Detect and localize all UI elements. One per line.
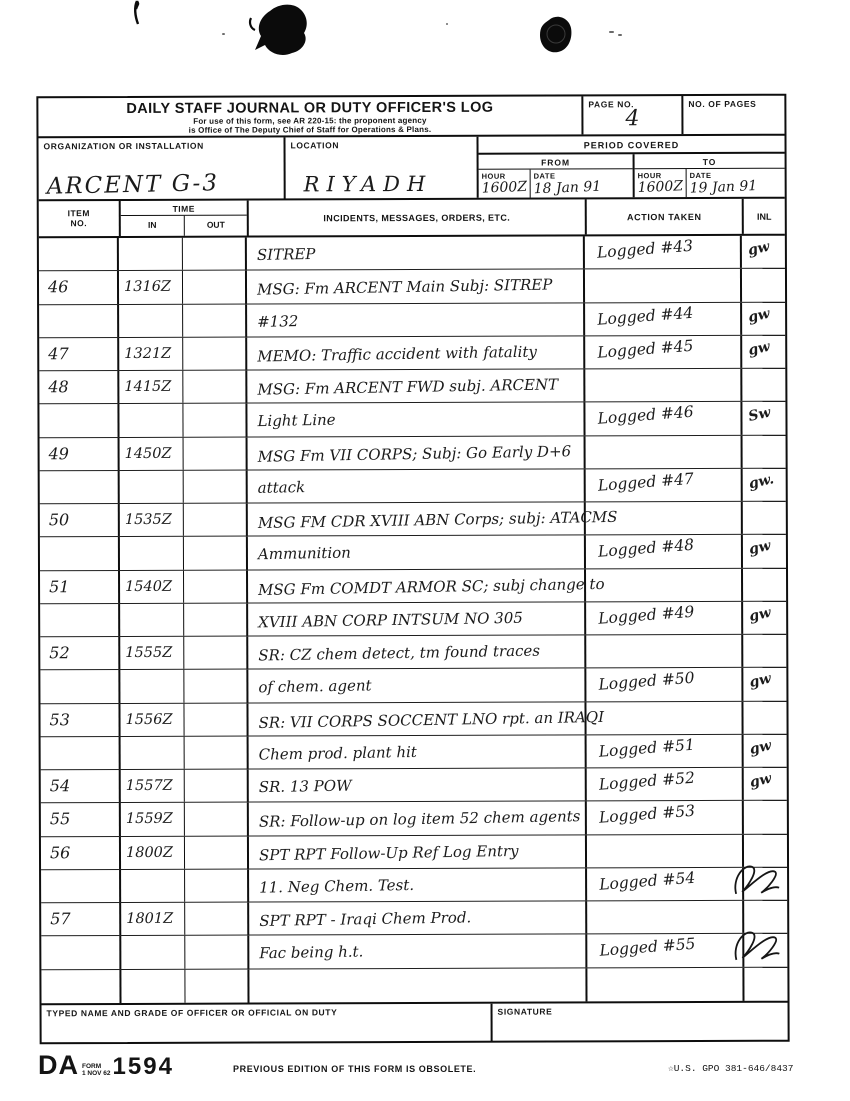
item-number-cell: 56 (41, 837, 121, 870)
period-to-column (633, 154, 785, 198)
time-in-cell: 1540Z (120, 570, 184, 602)
to-hour-box (635, 169, 687, 197)
time-out-cell (184, 670, 248, 702)
location-label: LOCATION (290, 140, 340, 151)
action-taken-cell: Logged #45 (585, 336, 742, 369)
time-in-cell (120, 537, 184, 569)
log-row (41, 967, 787, 1003)
initials-cell: gw. (747, 471, 776, 493)
log-row (40, 468, 786, 504)
form-edition-date: 1 NOV 62 (82, 1070, 111, 1077)
time-in-cell: 1556Z (120, 703, 184, 735)
log-row (41, 768, 787, 804)
time-out-cell (183, 271, 247, 303)
incident-cell: MSG Fm VII CORPS; Subj: Go Early D+6 (248, 436, 586, 469)
action-taken-cell: Logged #49 (586, 602, 743, 635)
item-number-cell (40, 471, 120, 504)
initials-cell: gw (748, 737, 773, 758)
form-id-line (38, 1050, 818, 1090)
initials-cell: gw (748, 770, 774, 791)
incident-cell: of chem. agent (248, 669, 586, 702)
time-out-cell (183, 304, 247, 336)
item-number-cell (41, 970, 121, 1004)
item-number-cell: 53 (40, 704, 120, 737)
log-row (41, 801, 787, 837)
signature-box (491, 1003, 788, 1042)
item-number-cell (41, 936, 121, 969)
scan-speck (446, 23, 448, 25)
action-taken-cell (586, 568, 743, 601)
header-item-no (39, 201, 119, 236)
signature-label: SIGNATURE (497, 1006, 553, 1017)
organization-box (38, 137, 283, 199)
incident-cell: SITREP (247, 236, 585, 269)
log-row (41, 901, 787, 937)
time-out-cell (183, 371, 247, 403)
item-number-cell (39, 305, 119, 338)
form-subtitle-2: is Office of The Deputy Chief of Staff for Operations & Plans. (188, 124, 432, 135)
location-box (283, 137, 476, 199)
incident-cell: MSG Fm COMDT ARMOR SC; subj change to (248, 569, 586, 602)
log-row (39, 302, 785, 338)
time-out-cell (185, 969, 249, 1002)
form-word: FORM (82, 1063, 102, 1070)
scan-speck (618, 34, 622, 36)
incident-cell (249, 968, 587, 1002)
organization-label: ORGANIZATION OR INSTALLATION (43, 140, 204, 152)
item-number-cell (40, 604, 120, 637)
incident-cell: Ammunition (248, 536, 586, 569)
log-row (40, 502, 786, 538)
signature-flourish (730, 859, 782, 899)
item-number-cell (39, 238, 119, 271)
initials-cell: gw (746, 338, 772, 359)
header-initials: INL (742, 199, 785, 234)
signature-flourish (730, 926, 782, 966)
incident-cell: #132 (247, 303, 585, 336)
typed-name-label: TYPED NAME AND GRADE OF OFFICER OR OFFICIAL ON DUTY (46, 1007, 338, 1019)
obsolete-note: PREVIOUS EDITION OF THIS FORM IS OBSOLETE. (233, 1064, 477, 1074)
title-block (38, 96, 581, 136)
item-number-cell: 54 (41, 770, 121, 803)
incident-cell: XVIII ABN CORP INTSUM NO 305 (248, 602, 586, 635)
incident-cell: SR: CZ chem detect, tm found traces (248, 635, 586, 668)
time-in-cell (120, 604, 184, 636)
initials-cell (743, 635, 786, 667)
item-number-cell: 51 (40, 571, 120, 604)
initials-cell: gw (746, 238, 772, 259)
log-row (39, 236, 785, 272)
action-taken-cell (587, 967, 744, 1001)
incident-cell: SPT RPT - Iraqi Chem Prod. (249, 901, 587, 934)
time-in-cell (121, 936, 185, 968)
action-taken-cell (585, 269, 742, 302)
from-hour-box (479, 170, 531, 198)
organization-value: ARCENT G-3 (46, 170, 220, 200)
initials-cell: Sw (747, 404, 773, 426)
log-row (41, 734, 787, 770)
to-date-label: DATE (689, 170, 712, 181)
to-hour-value: 1600Z (637, 178, 684, 197)
action-taken-cell: Logged #48 (586, 535, 743, 568)
action-taken-cell (587, 901, 744, 934)
ink-blob-left (248, 2, 314, 60)
action-taken-cell: Logged #51 (587, 735, 744, 768)
time-out-cell (185, 836, 249, 868)
header-incidents: INCIDENTS, MESSAGES, ORDERS, ETC. (247, 199, 585, 235)
initials-cell (743, 701, 786, 733)
incident-cell: MSG FM CDR XVIII ABN Corps; subj: ATACMS (248, 502, 586, 535)
ink-blob-right (537, 13, 575, 55)
form-edition (82, 1063, 111, 1077)
initials-cell (744, 867, 787, 899)
initials-cell: gw (747, 604, 773, 625)
incident-cell: attack (248, 469, 586, 502)
page-number-label: PAGE NO. (588, 99, 635, 110)
ink-smudge-small (130, 0, 144, 26)
action-taken-cell: Logged #55 (587, 934, 744, 967)
initials-cell: gw (747, 670, 773, 692)
time-out-cell (183, 337, 247, 369)
action-taken-cell (586, 435, 743, 468)
from-hour-value: 1600Z (481, 178, 528, 197)
incident-cell: MSG: Fm ARCENT Main Subj: SITREP (247, 270, 585, 303)
log-row (39, 335, 785, 371)
action-taken-cell (587, 834, 744, 867)
time-in-cell: 1535Z (120, 504, 184, 536)
log-row (40, 568, 786, 604)
item-number-cell (41, 870, 121, 903)
form-title: DAILY STAFF JOURNAL OR DUTY OFFICER'S LOG (126, 99, 494, 117)
action-taken-cell (586, 701, 743, 734)
action-taken-cell: Logged #44 (585, 302, 742, 335)
time-out-cell (183, 238, 247, 270)
time-out-cell (185, 770, 249, 802)
header-item-line1: ITEM (67, 208, 90, 219)
time-in-cell (119, 238, 183, 270)
gpo-note: ☆U.S. GPO 381-646/8437 (668, 1063, 794, 1074)
page-number-box (581, 96, 681, 134)
initials-cell (742, 369, 785, 401)
action-taken-cell: Logged #53 (587, 801, 744, 834)
item-number-cell: 47 (39, 338, 119, 371)
initials-cell (744, 967, 787, 1000)
signature-band (42, 1001, 788, 1044)
time-in-cell (119, 404, 183, 436)
incident-cell: Fac being h.t. (249, 935, 587, 968)
incident-cell: MSG: Fm ARCENT FWD subj. ARCENT (247, 369, 585, 402)
time-in-cell (119, 304, 183, 336)
time-in-cell: 1800Z (121, 836, 185, 868)
log-row (39, 369, 785, 405)
form-number: 1594 (112, 1053, 174, 1080)
form-subtitle-1: For use of this form, see AR 220-15: the proponent agency (193, 115, 427, 126)
da-form-1594 (36, 94, 789, 1045)
time-in-cell: 1559Z (121, 803, 185, 835)
time-in-cell (121, 737, 185, 769)
time-in-cell: 1450Z (120, 437, 184, 469)
log-rows (39, 236, 788, 1004)
column-header-row (39, 199, 785, 239)
action-taken-cell: Logged #46 (585, 402, 742, 435)
to-hour-label: HOUR (637, 171, 662, 181)
typed-name-box (42, 1004, 491, 1044)
incident-cell: MEMO: Traffic accident with fatality (247, 336, 585, 369)
time-in-cell (120, 471, 184, 503)
from-hour-label: HOUR (481, 171, 506, 181)
item-number-cell (41, 737, 121, 770)
item-number-cell: 57 (41, 903, 121, 936)
item-number-cell: 49 (40, 438, 120, 471)
incident-cell: SR. 13 POW (249, 768, 587, 801)
action-taken-cell: Logged #54 (587, 868, 744, 901)
action-taken-cell (585, 369, 742, 402)
header-time-label: TIME (121, 201, 247, 216)
form-header-band (38, 96, 784, 139)
log-row (40, 635, 786, 671)
item-number-cell: 46 (39, 271, 119, 304)
log-row (40, 701, 786, 737)
time-out-cell (184, 703, 248, 735)
time-out-cell (184, 570, 248, 602)
item-number-cell: 50 (40, 504, 120, 537)
to-date-value: 19 Jan 91 (689, 178, 758, 197)
time-out-cell (185, 869, 249, 901)
initials-cell (743, 502, 786, 534)
from-date-label: DATE (533, 171, 556, 181)
time-out-cell (185, 736, 249, 768)
time-in-cell (121, 969, 185, 1002)
initials-cell: gw (747, 537, 773, 559)
da-mark: DA (38, 1050, 79, 1080)
time-out-cell (184, 637, 248, 669)
period-to-label: TO (635, 154, 785, 170)
time-in-cell (121, 870, 185, 902)
incident-cell: Light Line (247, 403, 585, 436)
from-date-value: 18 Jan 91 (533, 178, 602, 198)
action-taken-cell (586, 635, 743, 668)
scan-speck (609, 31, 614, 33)
log-row (40, 435, 786, 471)
item-number-cell (40, 670, 120, 703)
period-covered-label: PERIOD COVERED (478, 136, 784, 155)
incident-cell: SPT RPT Follow-Up Ref Log Entry (249, 835, 587, 868)
header-time-out: OUT (206, 219, 225, 230)
log-row (39, 402, 785, 438)
action-taken-cell: Logged #50 (586, 668, 743, 701)
time-out-cell (184, 470, 248, 502)
initials-cell (743, 435, 786, 467)
page-number-value: 4 (625, 106, 640, 132)
log-row (41, 867, 787, 903)
item-number-cell: 55 (41, 803, 121, 836)
time-out-cell (184, 603, 248, 635)
number-of-pages-box (681, 96, 784, 134)
incident-cell: SR: VII CORPS SOCCENT LNO rpt. an IRAQI (248, 702, 586, 735)
item-number-cell (40, 537, 120, 570)
location-value: RIYADH (303, 171, 433, 197)
incident-cell: Chem prod. plant hit (249, 735, 587, 768)
time-out-cell (183, 404, 247, 436)
time-in-cell: 1557Z (121, 770, 185, 802)
time-out-cell (185, 903, 249, 935)
scan-speck (222, 33, 225, 35)
time-out-cell (184, 437, 248, 469)
header-item-line2: NO. (70, 218, 88, 229)
action-taken-cell: Logged #43 (585, 236, 742, 269)
initials-cell: gw (746, 305, 772, 326)
time-in-cell: 1321Z (119, 338, 183, 370)
time-out-cell (184, 537, 248, 569)
time-in-cell (120, 670, 184, 702)
time-in-cell: 1555Z (120, 637, 184, 669)
time-in-cell: 1415Z (119, 371, 183, 403)
initials-cell (743, 568, 786, 600)
time-out-cell (185, 803, 249, 835)
period-from-label: FROM (479, 154, 633, 170)
period-covered-box (476, 136, 784, 198)
action-taken-cell: Logged #47 (586, 469, 743, 502)
action-taken-cell: Logged #52 (587, 768, 744, 801)
from-date-box (531, 169, 633, 197)
log-row (40, 601, 786, 637)
initials-cell (742, 269, 785, 301)
to-date-box (687, 169, 785, 197)
item-number-cell: 52 (40, 637, 120, 670)
initials-cell (744, 934, 787, 966)
log-row (41, 934, 787, 970)
incident-cell: 11. Neg Chem. Test. (249, 868, 587, 901)
header-time (119, 201, 247, 236)
time-in-cell: 1316Z (119, 271, 183, 303)
log-row (41, 834, 787, 870)
number-of-pages-label: NO. OF PAGES (688, 98, 757, 110)
log-row (39, 269, 785, 305)
log-row (40, 668, 786, 704)
time-out-cell (185, 936, 249, 968)
header-time-in: IN (121, 216, 185, 236)
time-in-cell: 1801Z (121, 903, 185, 935)
item-number-cell (39, 404, 119, 437)
log-row (40, 535, 786, 571)
incident-cell: SR: Follow-up on log item 52 chem agents (249, 802, 587, 835)
period-from-column (479, 154, 633, 198)
item-number-cell: 48 (39, 371, 119, 404)
initials-cell (744, 801, 787, 833)
org-location-band (38, 136, 784, 202)
header-action-taken: ACTION TAKEN (585, 199, 742, 235)
time-out-cell (184, 504, 248, 536)
